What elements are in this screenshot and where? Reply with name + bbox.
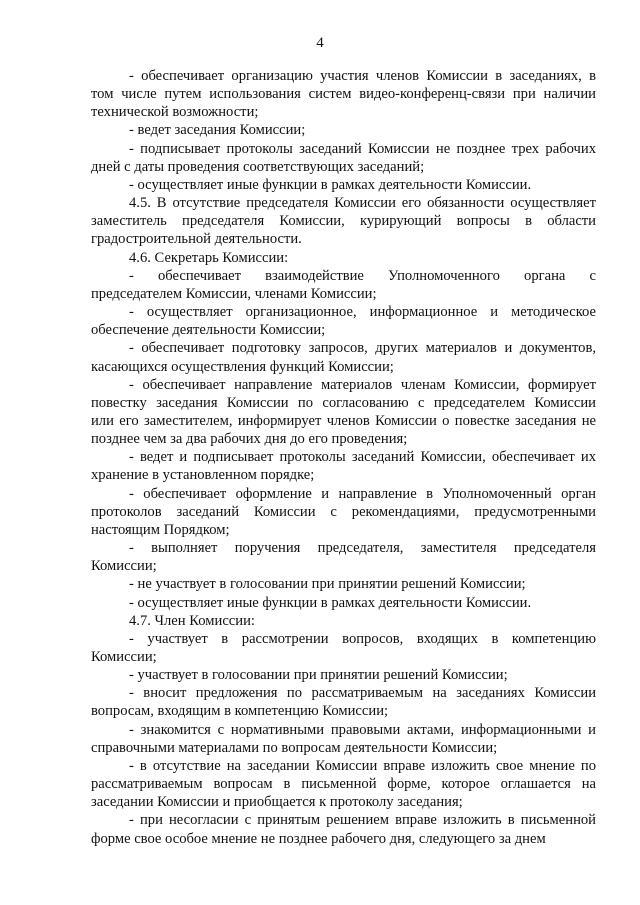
paragraph (91, 594, 596, 612)
text-line: - не участвует в голосовании при принятии решений Комиссии; (129, 576, 526, 593)
paragraph (91, 249, 596, 267)
text-line: - осуществляет организационное, информационное и методическое (129, 304, 596, 321)
paragraph (91, 630, 596, 666)
paragraph (91, 811, 596, 847)
text-line: председателем Комиссии, членами Комиссии; (91, 285, 377, 302)
paragraph (91, 575, 596, 593)
text-line: протоколов заседаний Комиссии с рекомендациями, предусмотренными (91, 503, 596, 520)
text-line: вопросам, входящим в компетенцию Комиссии; (91, 703, 389, 720)
text-line: повестку заседания Комиссии по согласованию с председателем Комиссии (91, 394, 596, 411)
paragraph (91, 721, 596, 757)
text-line: Комиссии; (91, 649, 157, 665)
paragraph (91, 448, 596, 484)
text-line: - осуществляет иные функции в рамках деятельности Комиссии. (129, 594, 532, 611)
paragraph (91, 666, 596, 684)
text-line: технической возможности; (91, 104, 259, 121)
text-line: заместитель председателя Комиссии, курирующий вопросы в области (91, 213, 596, 230)
text-line: позднее чем за два рабочих дня до его проведения; (91, 431, 408, 448)
text-line: - в отсутствие на заседании Комиссии вправе изложить свое мнение по (129, 757, 596, 774)
text-line: настоящим Порядком; (91, 521, 230, 538)
text-line: - осуществляет иные функции в рамках деятельности Комиссии. (129, 176, 532, 193)
paragraph (91, 176, 596, 194)
text-line: дней с даты проведения соответствующих заседаний; (91, 158, 425, 175)
text-line: 4.6. Секретарь Комиссии: (129, 249, 289, 266)
text-line: Комиссии; (91, 558, 157, 575)
text-line: градостроительной деятельности. (91, 231, 302, 248)
text-line: том числе путем использования систем видео-конференц-связи при наличии (91, 86, 596, 103)
paragraph (91, 539, 596, 575)
paragraph (91, 684, 596, 720)
text-line: справочными материалами по вопросам деятельности Комиссии; (91, 739, 498, 756)
paragraph (91, 612, 596, 630)
text-line: - обеспечивает направление материалов членам Комиссии, формирует (129, 376, 596, 393)
text-line: - обеспечивает организацию участия членов Комиссии в заседаниях, в (129, 68, 596, 84)
text-line: - при несогласии с принятым решением вправе изложить в письменной (129, 812, 596, 829)
text-line: 4.5. В отсутствие председателя Комиссии его обязанности осуществляет (129, 195, 596, 212)
text-line: - подписывает протоколы заседаний Комиссии не позднее трех рабочих (129, 140, 596, 157)
paragraph (91, 757, 596, 811)
text-line: - обеспечивает подготовку запросов, других материалов и документов, (129, 340, 596, 357)
text-line: - вносит предложения по рассматриваемым на заседаниях Комиссии (129, 685, 596, 702)
text-line: - знакомится с нормативными правовыми актами, информационными и (129, 721, 596, 738)
document-body (91, 67, 596, 848)
text-line: форме свое особое мнение не позднее рабочего дня, следующего за днем (91, 830, 546, 847)
text-line: касающихся осуществления функций Комиссии; (91, 358, 394, 375)
text-line: или его заместителем, информирует членов Комиссии о повестке заседания не (91, 412, 596, 429)
paragraph (91, 67, 596, 121)
text-line: - участвует в голосовании при принятии решений Комиссии; (129, 667, 508, 684)
paragraph (91, 339, 596, 375)
text-line: - обеспечивает взаимодействие Уполномоченного органа с (129, 267, 596, 284)
paragraph (91, 121, 596, 139)
paragraph (91, 140, 596, 176)
page-number: 4 (316, 35, 324, 51)
text-line: - выполняет поручения председателя, заместителя председателя (129, 540, 596, 557)
text-line: - участвует в рассмотрении вопросов, входящих в компетенцию (129, 630, 596, 647)
paragraph (91, 303, 596, 339)
text-line: обеспечение деятельности Комиссии; (91, 322, 326, 339)
text-line: хранение в установленном порядке; (91, 467, 315, 484)
text-line: рассматриваемым вопросам в письменной форме, которое оглашается на (91, 776, 596, 793)
text-line: заседании Комиссии и приобщается к протоколу заседания; (91, 794, 463, 811)
text-line: - ведет заседания Комиссии; (129, 122, 306, 139)
text-line: - ведет и подписывает протоколы заседаний Комиссии, обеспечивает их (129, 449, 596, 466)
paragraph (91, 485, 596, 539)
paragraph (91, 267, 596, 303)
text-line: 4.7. Член Комиссии: (129, 612, 255, 629)
text-line: - обеспечивает оформление и направление в Уполномоченный орган (129, 485, 596, 502)
paragraph (91, 194, 596, 248)
paragraph (91, 376, 596, 449)
